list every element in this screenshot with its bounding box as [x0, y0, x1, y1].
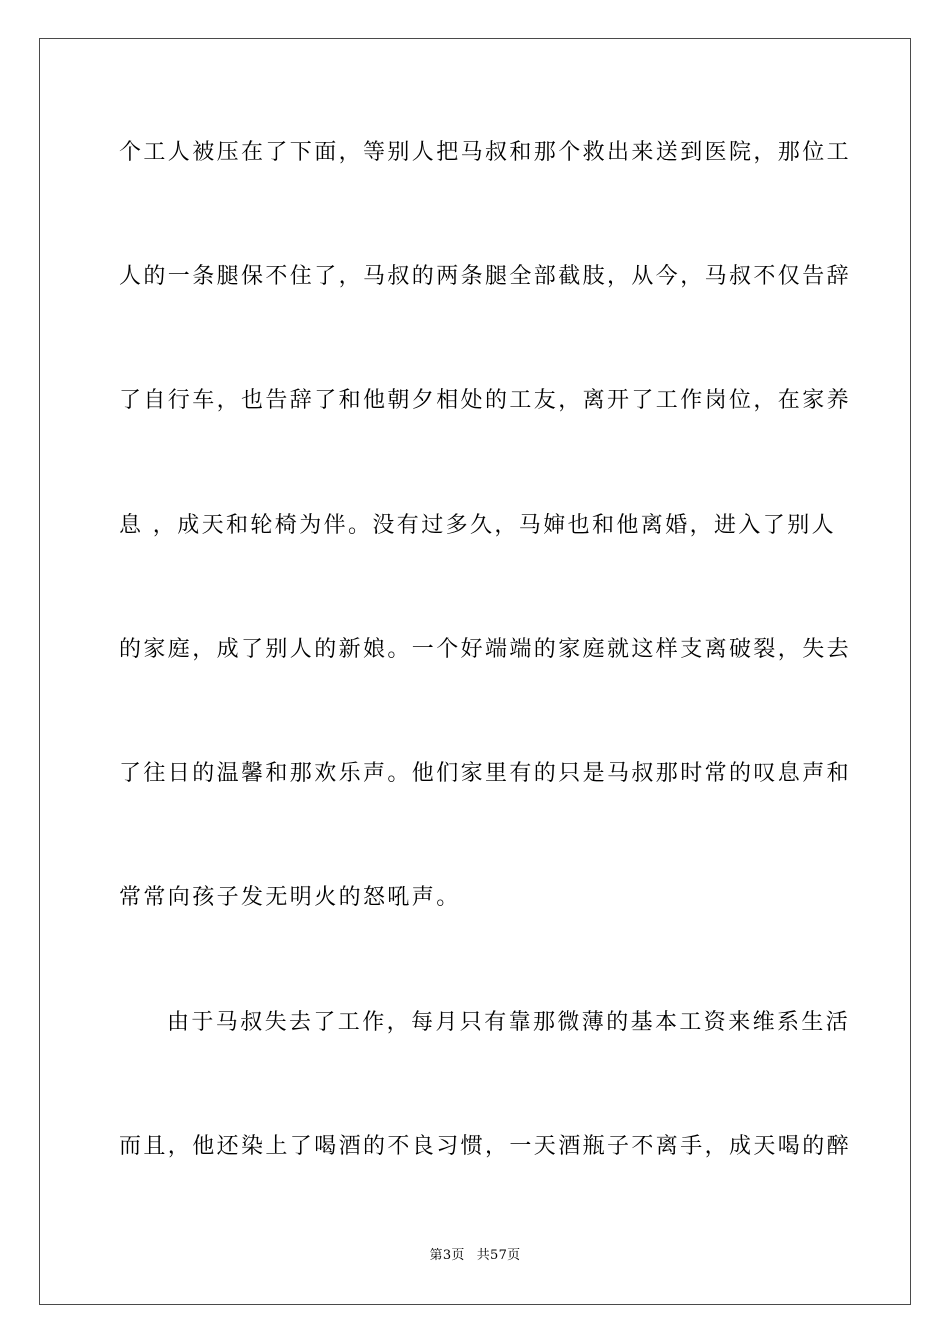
body-text-line: 了自行车，也告辞了和他朝夕相处的工友，离开了工作岗位，在家养	[119, 388, 852, 413]
page-footer	[0, 1248, 950, 1264]
total-pages: 共57页	[476, 1248, 521, 1263]
body-text-line: 人的一条腿保不住了，马叔的两条腿全部截肢，从今，马叔不仅告辞	[119, 264, 852, 289]
body-text-line: 的家庭，成了别人的新娘。一个好端端的家庭就这样支离破裂，失去	[119, 637, 852, 662]
paragraph-first-line: 由于马叔失去了工作，每月只有靠那微薄的基本工资来维系生活	[167, 1010, 851, 1035]
body-text-line: 常常向孩子发无明火的怒吼声。	[119, 885, 461, 910]
body-text-line: 了往日的温馨和那欢乐声。他们家里有的只是马叔那时常的叹息声和	[119, 761, 852, 786]
body-text-line: 个工人被压在了下面，等别人把马叔和那个救出来送到医院，那位工	[119, 140, 852, 165]
body-text-line: 而且，他还染上了喝酒的不良习惯，一天酒瓶子不离手，成天喝的醉	[119, 1134, 852, 1159]
page-number: 第3页	[429, 1248, 465, 1263]
body-text-line: 息 ，成天和轮椅为伴。没有过多久，马婶也和他离婚，进入了别人	[119, 513, 836, 538]
page-border	[39, 38, 911, 1305]
